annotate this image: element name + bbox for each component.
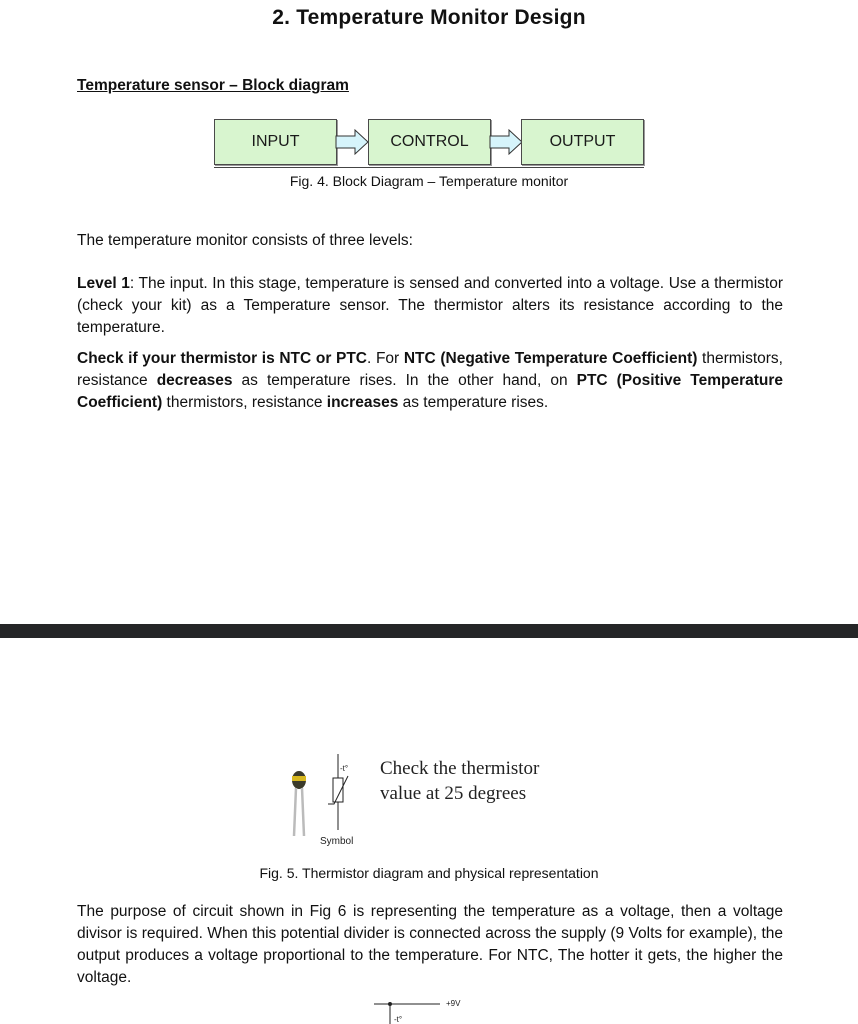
ntc-ptc-paragraph	[77, 348, 783, 414]
supply-label: +9V	[446, 999, 461, 1008]
temp-mark-label: -t°	[340, 764, 349, 773]
note-line-1: Check the thermistor	[380, 758, 540, 779]
text-run: as temperature rises. In the other hand, on	[232, 372, 577, 389]
block-control: CONTROL	[368, 119, 491, 165]
arrow-right-icon	[335, 129, 369, 155]
symbol-label: Symbol	[320, 836, 354, 847]
purpose-paragraph: The purpose of circuit shown in Fig 6 is representing the temperature as a voltage, then a voltage divisor is required. When this potential divider is connected across the supply (9 Volts for example), the output produces a voltage proportional to the temperature. For NTC, The hotter it gets, the higher the voltage.	[77, 903, 783, 986]
block-input: INPUT	[214, 119, 337, 165]
page-divider	[0, 624, 858, 638]
arrow-right-icon	[489, 129, 523, 155]
text-run: . For	[367, 350, 404, 367]
ntc-term: NTC (Negative Temperature Coefficient)	[403, 350, 698, 367]
level-1-label: Level 1	[77, 275, 130, 292]
decreases-term: decreases	[156, 372, 233, 389]
thermistor-note	[380, 756, 539, 806]
text-run: thermistors, resistance	[162, 394, 327, 411]
page-title: 2. Temperature Monitor Design	[272, 6, 586, 29]
section-heading: Temperature sensor – Block diagram	[77, 77, 349, 94]
thermistor-photo-icon	[286, 766, 312, 838]
text-run: as temperature rises.	[398, 394, 549, 411]
text-run: thermistors, resistance	[77, 350, 783, 389]
figure-5-caption: Fig. 5. Thermistor diagram and physical representation	[259, 865, 599, 881]
level-1-text: : The input. In this stage, temperature is sensed and converted into a voltage. Use a thermistor (check your kit) as a Temperature sensor. The thermistor alters its resistance according to the temperature.	[77, 275, 783, 336]
figure-4-caption: Fig. 4. Block Diagram – Temperature monitor	[289, 173, 569, 189]
intro-text: The temperature monitor consists of three levels:	[77, 232, 413, 249]
check-instruction: Check if your thermistor is NTC or PTC	[77, 350, 367, 367]
block-output: OUTPUT	[521, 119, 644, 165]
note-line-2: value at 25 degrees	[380, 783, 527, 804]
ptc-term: PTC (Positive Temperature Coefficient)	[77, 372, 784, 411]
increases-term: increases	[326, 394, 399, 411]
level-1-paragraph	[77, 273, 783, 339]
diagram-underline	[214, 167, 644, 168]
circuit-snippet	[370, 996, 480, 1024]
circuit-temp-mark: -t°	[394, 1015, 403, 1024]
